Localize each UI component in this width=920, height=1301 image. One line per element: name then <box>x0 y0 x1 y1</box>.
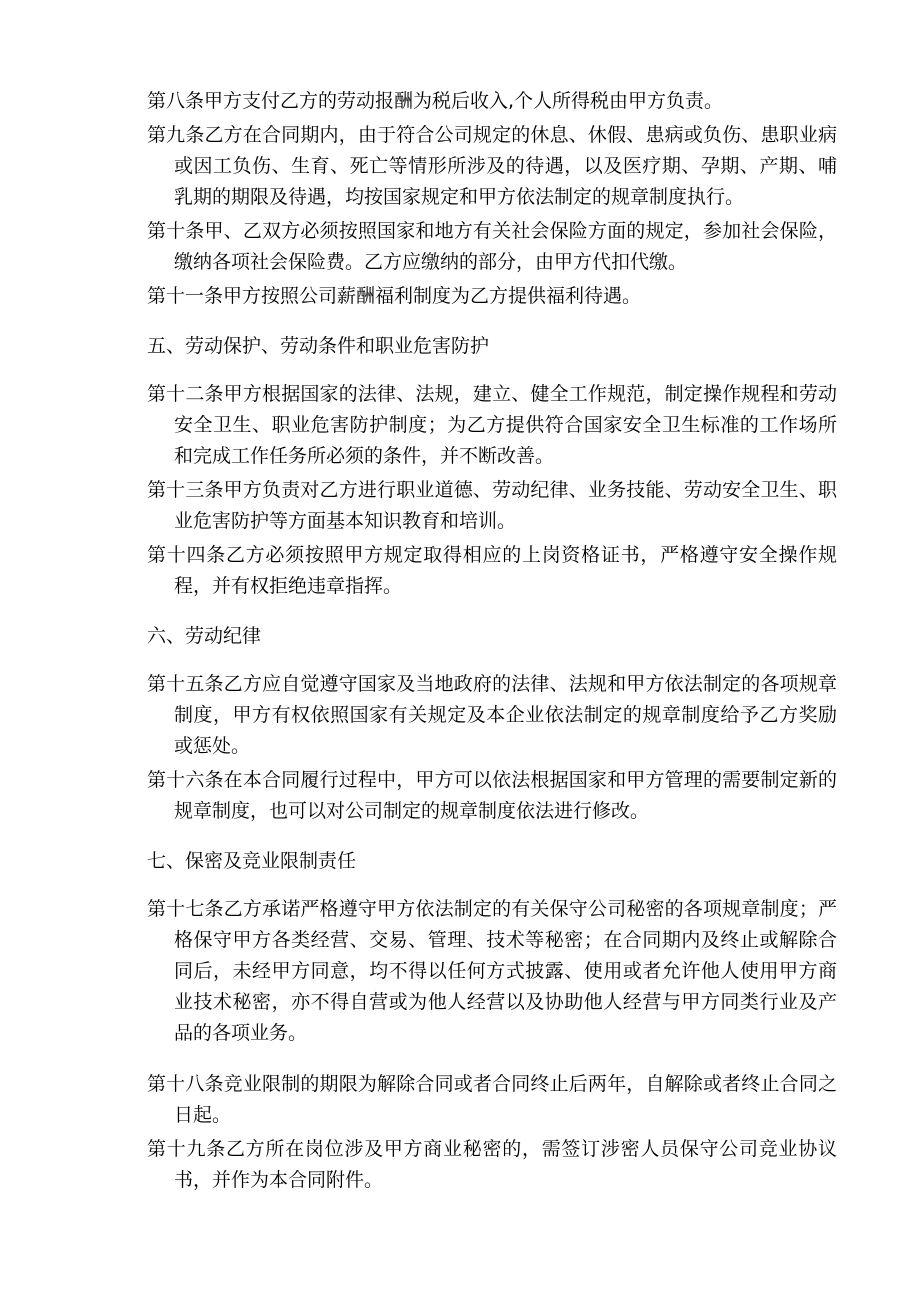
document-body <box>147 86 837 1199</box>
section-heading-7: 七、保密及竞业限制责任 <box>147 850 357 872</box>
article-15: 第十五条乙方应自觉遵守国家及当地政府的法律、法规和甲方依法制定的各项规章制度，甲方有权依照国家有关规定及本企业依法制定的规章制度给予乙方奖励或惩处。 <box>147 673 837 757</box>
article-11: 第十一条甲方按照公司薪酬福利制度为乙方提供福利待遇。 <box>147 285 642 307</box>
section-heading-6: 六、劳动纪律 <box>147 625 262 647</box>
article-14: 第十四条乙方必须按照甲方规定取得相应的上岗资格证书，严格遵守安全操作规程，并有权拒绝违章指挥。 <box>147 544 837 597</box>
article-18: 第十八条竞业限制的期限为解除合同或者合同终止后两年，自解除或者终止合同之日起。 <box>147 1073 837 1126</box>
article-16: 第十六条在本合同履行过程中，甲方可以依法根据国家和甲方管理的需要制定新的规章制度，也可以对公司制定的规章制度依法进行修改。 <box>147 769 837 822</box>
article-10: 第十条甲、乙双方必须按照国家和地方有关社会保险方面的规定，参加社会保险，缴纳各项社会保险费。乙方应缴纳的部分，由甲方代扣代缴。 <box>147 220 837 273</box>
article-13: 第十三条甲方负责对乙方进行职业道德、劳动纪律、业务技能、劳动安全卫生、职业危害防护等方面基本知识教育和培训。 <box>147 479 837 532</box>
article-12: 第十二条甲方根据国家的法律、法规，建立、健全工作规范，制定操作规程和劳动安全卫生、职业危害防护制度；为乙方提供符合国家安全卫生标准的工作场所和完成工作任务所必须的条件，并不断改善。 <box>147 383 837 467</box>
article-19: 第十九条乙方所在岗位涉及甲方商业秘密的，需签订涉密人员保守公司竞业协议书，并作为本合同附件。 <box>147 1138 837 1191</box>
article-9: 第九条乙方在合同期内，由于符合公司规定的休息、休假、患病或负伤、患职业病或因工负伤、生育、死亡等情形所涉及的待遇，以及医疗期、孕期、产期、哺乳期的期限及待遇，均按国家规定和甲方依法制定的规章制度执行。 <box>147 124 837 208</box>
article-8: 第八条甲方支付乙方的劳动报酬为税后收入,个人所得税由甲方负责。 <box>147 90 724 112</box>
section-heading-5: 五、劳动保护、劳动条件和职业危害防护 <box>147 335 490 357</box>
article-17: 第十七条乙方承诺严格遵守甲方依法制定的有关保守公司秘密的各项规章制度；严格保守甲方各类经营、交易、管理、技术等秘密；在合同期内及终止或解除合同后，未经甲方同意，均不得以任何方式披露、使用或者允许他人使用甲方商业技术秘密，亦不得自营或为他人经营以及协助他人经营与甲方同类行业及产品的各项业务。 <box>147 898 837 1044</box>
